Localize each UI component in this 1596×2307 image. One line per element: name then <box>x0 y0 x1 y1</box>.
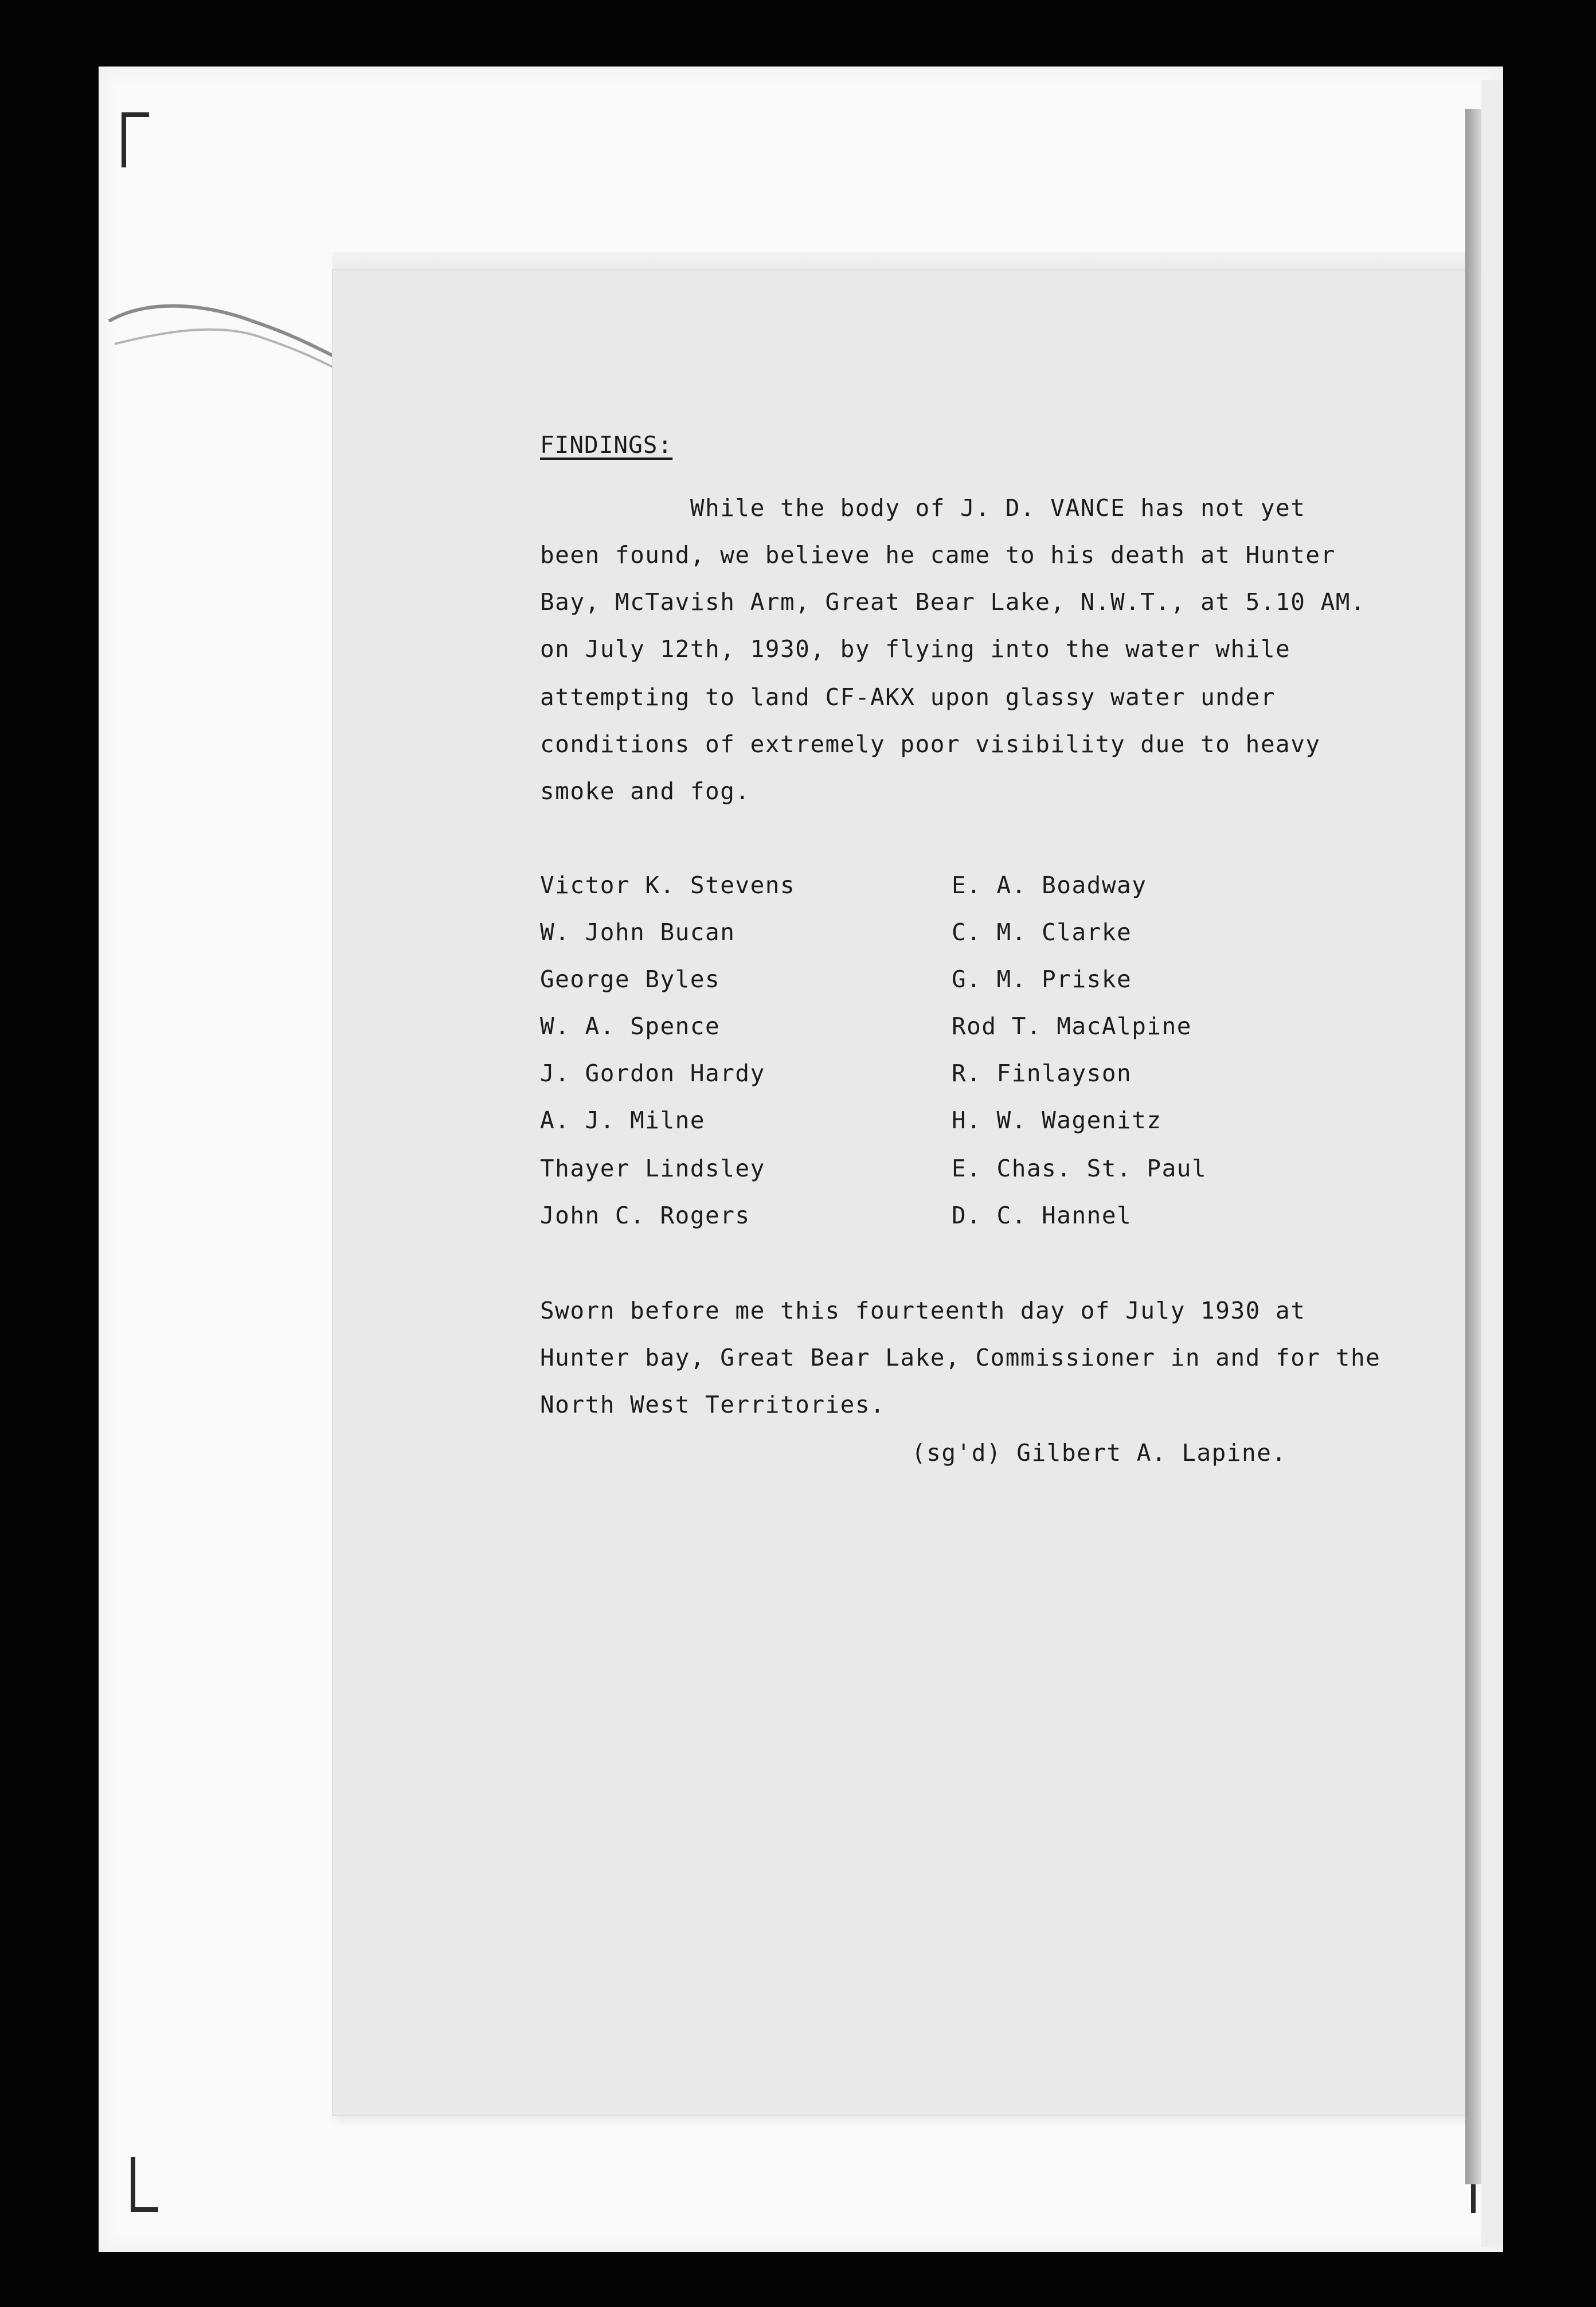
signatory-name: E. Chas. St. Paul <box>952 1155 1207 1182</box>
paragraph-line: on July 12th, 1930, by flying into the water while <box>540 635 1291 663</box>
commissioner-signature: (sg'd) Gilbert A. Lapine. <box>912 1439 1287 1467</box>
signatory-name: Victor K. Stevens <box>540 871 796 899</box>
paragraph-line: been found, we believe he came to his death at Hunter <box>540 541 1336 569</box>
signatory-name: Thayer Lindsley <box>540 1155 765 1182</box>
signatory-name: A. J. Milne <box>540 1106 706 1134</box>
crop-mark-bottom-left-horizontal <box>131 2207 158 2212</box>
signatory-name: G. M. Priske <box>952 965 1132 993</box>
signatory-name: W. John Bucan <box>540 918 736 946</box>
signatory-name: E. A. Boadway <box>952 871 1147 899</box>
signatory-name: George Byles <box>540 965 721 993</box>
paragraph-line: smoke and fog. <box>540 777 750 805</box>
signatory-name: R. Finlayson <box>952 1059 1132 1087</box>
signatory-name: D. C. Hannel <box>952 1202 1132 1229</box>
signatory-name: John C. Rogers <box>540 1202 750 1229</box>
paragraph-line: Bay, McTavish Arm, Great Bear Lake, N.W.T., at 5.10 AM. <box>540 588 1366 616</box>
signatory-name: H. W. Wagenitz <box>952 1106 1162 1134</box>
signatory-name: W. A. Spence <box>540 1012 721 1040</box>
signatory-name: C. M. Clarke <box>952 918 1132 946</box>
paragraph-line: attempting to land CF-AKX upon glassy water under <box>540 683 1276 711</box>
sworn-statement-line: North West Territories. <box>540 1391 886 1418</box>
signatory-name: Rod T. MacAlpine <box>952 1012 1192 1040</box>
findings-heading: FINDINGS: <box>540 431 673 459</box>
paragraph-line: conditions of extremely poor visibility due to heavy <box>540 730 1321 758</box>
page-right-shadow <box>1465 109 1481 2184</box>
sworn-statement-line: Hunter bay, Great Bear Lake, Commissioner in and for the <box>540 1344 1381 1371</box>
signatory-name: J. Gordon Hardy <box>540 1059 765 1087</box>
crop-mark-bottom-left-vertical <box>131 2157 135 2212</box>
sworn-statement-line: Sworn before me this fourteenth day of July 1930 at <box>540 1297 1306 1324</box>
paragraph-line: While the body of J. D. VANCE has not yet <box>540 494 1306 522</box>
